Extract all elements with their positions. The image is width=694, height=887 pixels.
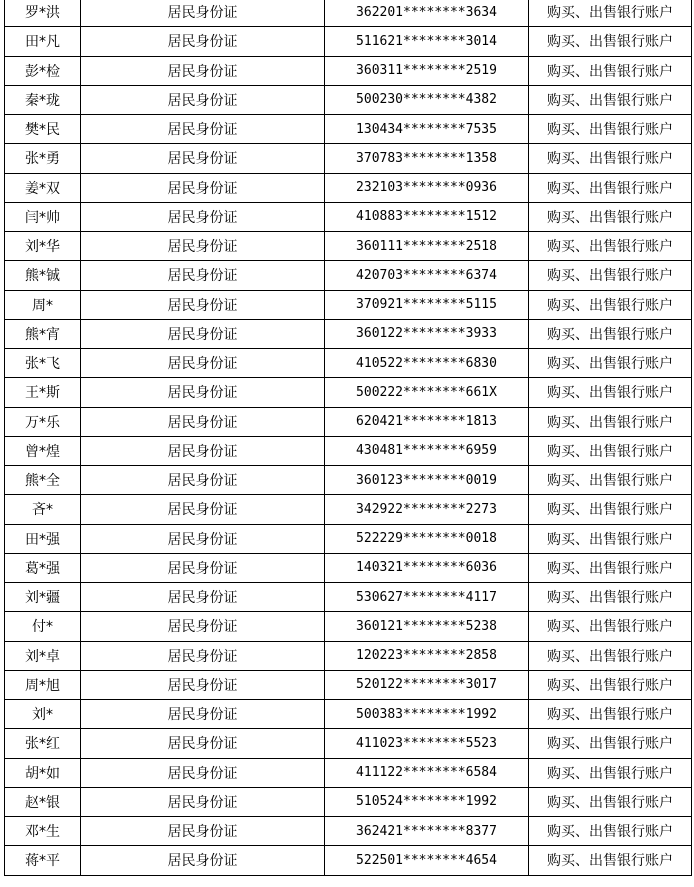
name-cell: 闫*帅 <box>5 202 81 231</box>
table-row <box>5 378 692 407</box>
id-number-cell: 410522********6830 <box>325 349 529 378</box>
document-type-cell: 居民身份证 <box>81 202 325 231</box>
id-number-cell: 430481********6959 <box>325 436 529 465</box>
name-cell: 万*乐 <box>5 407 81 436</box>
name-cell: 付* <box>5 612 81 641</box>
reason-cell: 购买、出售银行账户 <box>529 495 692 524</box>
document-type-cell: 居民身份证 <box>81 144 325 173</box>
table-row <box>5 319 692 348</box>
id-number-cell: 360122********3933 <box>325 319 529 348</box>
name-cell: 周*旭 <box>5 670 81 699</box>
table-row <box>5 495 692 524</box>
name-cell: 罗*洪 <box>5 0 81 27</box>
reason-cell: 购买、出售银行账户 <box>529 349 692 378</box>
name-cell: 刘* <box>5 700 81 729</box>
document-type-cell: 居民身份证 <box>81 378 325 407</box>
table-row <box>5 27 692 56</box>
document-type-cell: 居民身份证 <box>81 583 325 612</box>
table-row <box>5 817 692 846</box>
name-cell: 姜*双 <box>5 173 81 202</box>
reason-cell: 购买、出售银行账户 <box>529 85 692 114</box>
document-type-cell: 居民身份证 <box>81 670 325 699</box>
table-row <box>5 85 692 114</box>
id-number-cell: 342922********2273 <box>325 495 529 524</box>
reason-cell: 购买、出售银行账户 <box>529 641 692 670</box>
reason-cell: 购买、出售银行账户 <box>529 583 692 612</box>
name-cell: 樊*民 <box>5 115 81 144</box>
document-type-cell: 居民身份证 <box>81 700 325 729</box>
reason-cell: 购买、出售银行账户 <box>529 290 692 319</box>
id-number-cell: 410883********1512 <box>325 202 529 231</box>
name-cell: 赵*银 <box>5 787 81 816</box>
reason-cell: 购买、出售银行账户 <box>529 261 692 290</box>
table-row <box>5 436 692 465</box>
name-cell: 彭*检 <box>5 56 81 85</box>
name-cell: 刘*疆 <box>5 583 81 612</box>
reason-cell: 购买、出售银行账户 <box>529 407 692 436</box>
reason-cell: 购买、出售银行账户 <box>529 553 692 582</box>
table-row <box>5 290 692 319</box>
id-number-cell: 522229********0018 <box>325 524 529 553</box>
document-type-cell: 居民身份证 <box>81 0 325 27</box>
reason-cell: 购买、出售银行账户 <box>529 817 692 846</box>
document-type-cell: 居民身份证 <box>81 553 325 582</box>
document-type-cell: 居民身份证 <box>81 466 325 495</box>
id-number-cell: 620421********1813 <box>325 407 529 436</box>
reason-cell: 购买、出售银行账户 <box>529 232 692 261</box>
table-row <box>5 173 692 202</box>
id-number-cell: 232103********0936 <box>325 173 529 202</box>
table-row <box>5 56 692 85</box>
document-type-cell: 居民身份证 <box>81 846 325 875</box>
reason-cell: 购买、出售银行账户 <box>529 144 692 173</box>
document-type-cell: 居民身份证 <box>81 612 325 641</box>
id-number-cell: 522501********4654 <box>325 846 529 875</box>
reason-cell: 购买、出售银行账户 <box>529 173 692 202</box>
reason-cell: 购买、出售银行账户 <box>529 319 692 348</box>
id-number-cell: 520122********3017 <box>325 670 529 699</box>
id-number-cell: 370783********1358 <box>325 144 529 173</box>
table-row <box>5 261 692 290</box>
table-row <box>5 700 692 729</box>
name-cell: 吝* <box>5 495 81 524</box>
id-number-cell: 130434********7535 <box>325 115 529 144</box>
document-type-cell: 居民身份证 <box>81 27 325 56</box>
name-cell: 邓*生 <box>5 817 81 846</box>
id-number-cell: 420703********6374 <box>325 261 529 290</box>
name-cell: 熊*铖 <box>5 261 81 290</box>
document-type-cell: 居民身份证 <box>81 817 325 846</box>
name-cell: 曾*煌 <box>5 436 81 465</box>
table-row <box>5 144 692 173</box>
table-row <box>5 0 692 27</box>
document-type-cell: 居民身份证 <box>81 349 325 378</box>
reason-cell: 购买、出售银行账户 <box>529 787 692 816</box>
name-cell: 葛*强 <box>5 553 81 582</box>
id-number-cell: 370921********5115 <box>325 290 529 319</box>
name-cell: 田*凡 <box>5 27 81 56</box>
document-type-cell: 居民身份证 <box>81 524 325 553</box>
reason-cell: 购买、出售银行账户 <box>529 202 692 231</box>
name-cell: 熊*全 <box>5 466 81 495</box>
name-cell: 王*斯 <box>5 378 81 407</box>
document-type-cell: 居民身份证 <box>81 319 325 348</box>
records-table <box>4 0 692 876</box>
reason-cell: 购买、出售银行账户 <box>529 729 692 758</box>
reason-cell: 购买、出售银行账户 <box>529 436 692 465</box>
document-type-cell: 居民身份证 <box>81 261 325 290</box>
name-cell: 周* <box>5 290 81 319</box>
name-cell: 张*红 <box>5 729 81 758</box>
id-number-cell: 140321********6036 <box>325 553 529 582</box>
document-type-cell: 居民身份证 <box>81 787 325 816</box>
document-type-cell: 居民身份证 <box>81 641 325 670</box>
table-row <box>5 583 692 612</box>
document-type-cell: 居民身份证 <box>81 436 325 465</box>
id-number-cell: 511621********3014 <box>325 27 529 56</box>
document-type-cell: 居民身份证 <box>81 290 325 319</box>
name-cell: 刘*卓 <box>5 641 81 670</box>
name-cell: 熊*宵 <box>5 319 81 348</box>
table-row <box>5 846 692 875</box>
reason-cell: 购买、出售银行账户 <box>529 524 692 553</box>
records-table-body <box>5 0 692 875</box>
table-row <box>5 641 692 670</box>
id-number-cell: 411023********5523 <box>325 729 529 758</box>
table-row <box>5 407 692 436</box>
document-type-cell: 居民身份证 <box>81 173 325 202</box>
reason-cell: 购买、出售银行账户 <box>529 27 692 56</box>
id-number-cell: 500222********661X <box>325 378 529 407</box>
id-number-cell: 500230********4382 <box>325 85 529 114</box>
document-type-cell: 居民身份证 <box>81 56 325 85</box>
id-number-cell: 362201********3634 <box>325 0 529 27</box>
name-cell: 张*勇 <box>5 144 81 173</box>
name-cell: 刘*华 <box>5 232 81 261</box>
document-type-cell: 居民身份证 <box>81 407 325 436</box>
document-type-cell: 居民身份证 <box>81 495 325 524</box>
table-row <box>5 787 692 816</box>
id-number-cell: 362421********8377 <box>325 817 529 846</box>
reason-cell: 购买、出售银行账户 <box>529 700 692 729</box>
table-row <box>5 349 692 378</box>
table-row <box>5 524 692 553</box>
table-row <box>5 758 692 787</box>
reason-cell: 购买、出售银行账户 <box>529 378 692 407</box>
reason-cell: 购买、出售银行账户 <box>529 846 692 875</box>
reason-cell: 购买、出售银行账户 <box>529 670 692 699</box>
document-type-cell: 居民身份证 <box>81 729 325 758</box>
id-number-cell: 530627********4117 <box>325 583 529 612</box>
document-type-cell: 居民身份证 <box>81 758 325 787</box>
document-type-cell: 居民身份证 <box>81 85 325 114</box>
table-row <box>5 115 692 144</box>
id-number-cell: 411122********6584 <box>325 758 529 787</box>
reason-cell: 购买、出售银行账户 <box>529 0 692 27</box>
table-row <box>5 232 692 261</box>
table-row <box>5 466 692 495</box>
name-cell: 胡*如 <box>5 758 81 787</box>
id-number-cell: 510524********1992 <box>325 787 529 816</box>
id-number-cell: 500383********1992 <box>325 700 529 729</box>
table-row <box>5 202 692 231</box>
id-number-cell: 360121********5238 <box>325 612 529 641</box>
table-row <box>5 670 692 699</box>
name-cell: 蒋*平 <box>5 846 81 875</box>
reason-cell: 购买、出售银行账户 <box>529 115 692 144</box>
reason-cell: 购买、出售银行账户 <box>529 466 692 495</box>
id-number-cell: 120223********2858 <box>325 641 529 670</box>
document-type-cell: 居民身份证 <box>81 232 325 261</box>
id-number-cell: 360311********2519 <box>325 56 529 85</box>
table-row <box>5 729 692 758</box>
table-row <box>5 553 692 582</box>
document-type-cell: 居民身份证 <box>81 115 325 144</box>
reason-cell: 购买、出售银行账户 <box>529 612 692 641</box>
id-number-cell: 360123********0019 <box>325 466 529 495</box>
name-cell: 秦*珑 <box>5 85 81 114</box>
name-cell: 田*强 <box>5 524 81 553</box>
reason-cell: 购买、出售银行账户 <box>529 758 692 787</box>
name-cell: 张*飞 <box>5 349 81 378</box>
table-row <box>5 612 692 641</box>
reason-cell: 购买、出售银行账户 <box>529 56 692 85</box>
id-number-cell: 360111********2518 <box>325 232 529 261</box>
